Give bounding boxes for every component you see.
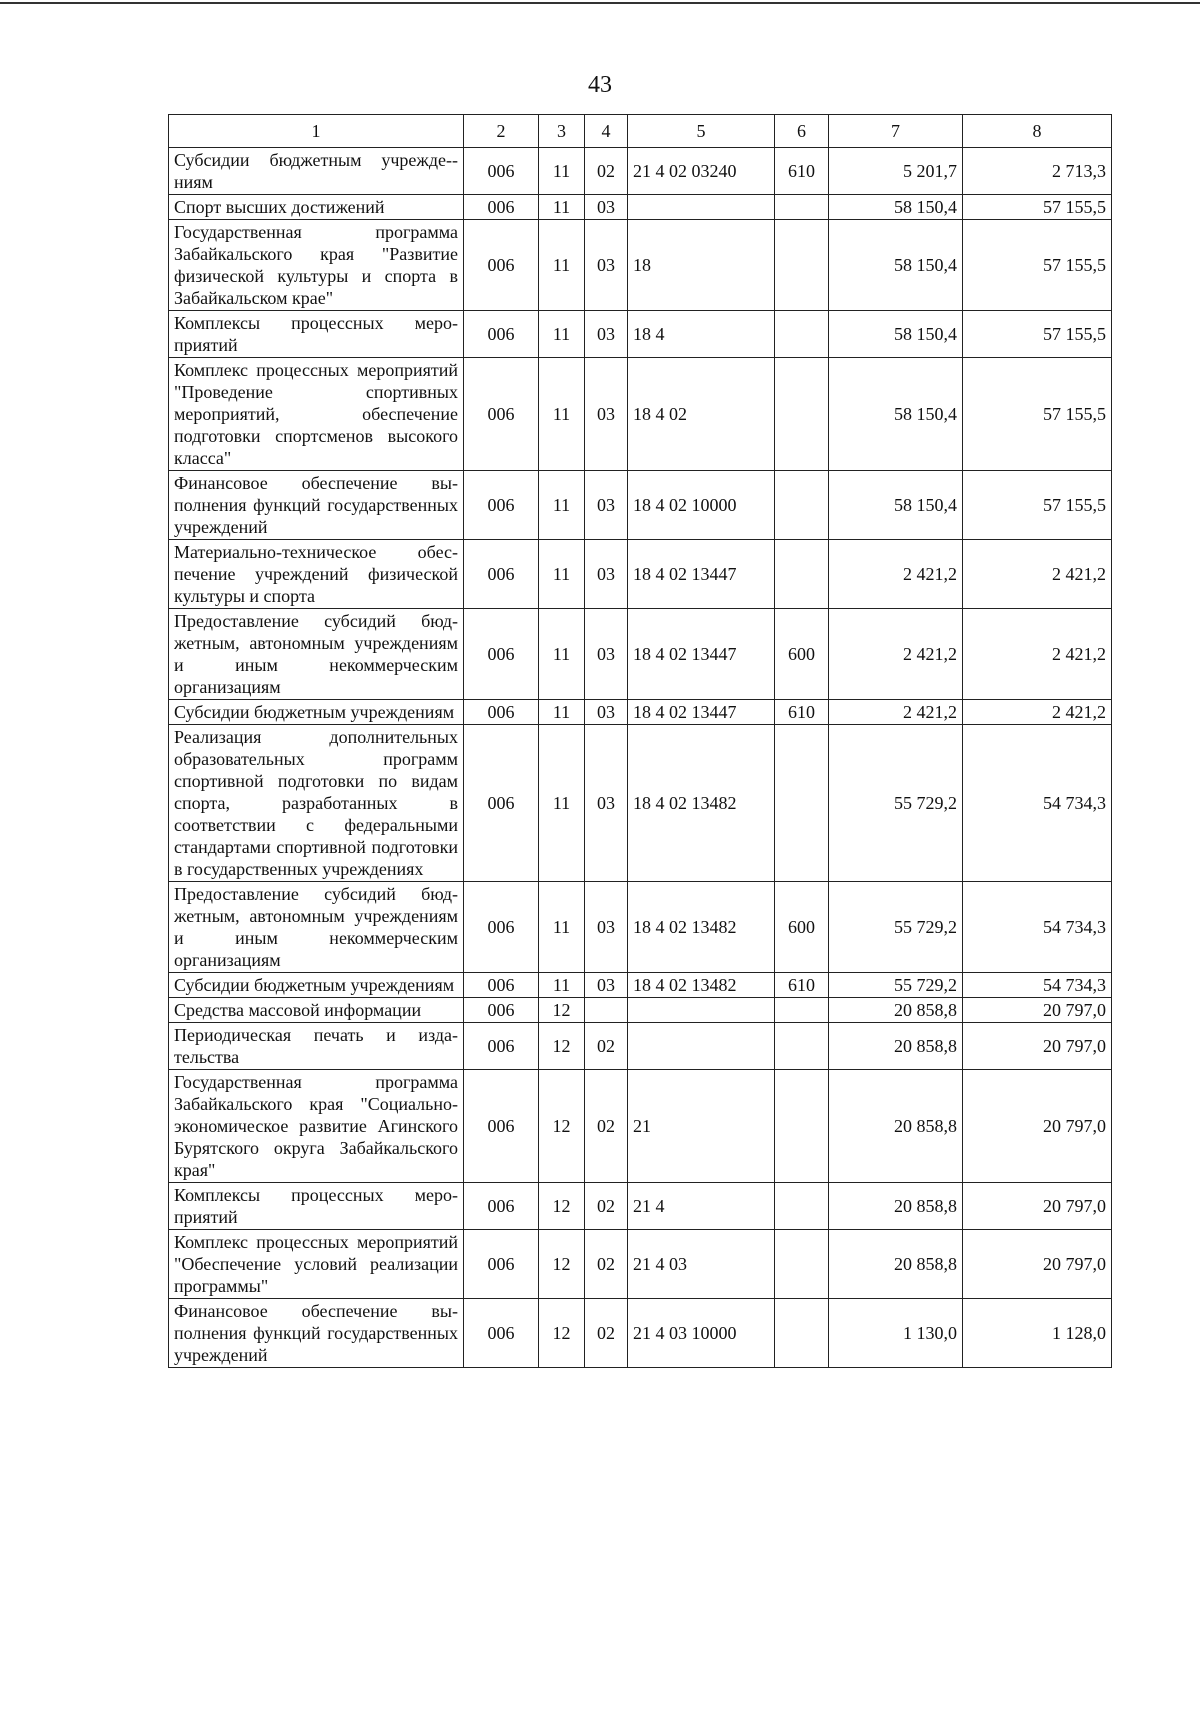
admin-code-cell: 006 bbox=[464, 998, 539, 1023]
subsection-cell: 03 bbox=[585, 358, 628, 471]
expense-type-cell: 610 bbox=[775, 700, 829, 725]
expense-type-cell bbox=[775, 725, 829, 882]
target-article-cell: 21 bbox=[628, 1070, 775, 1183]
admin-code-cell: 006 bbox=[464, 358, 539, 471]
item-name-cell: Средства массовой информации bbox=[169, 998, 464, 1023]
amount-col8-cell: 20 797,0 bbox=[963, 1070, 1112, 1183]
table-row bbox=[169, 1023, 1112, 1070]
item-name-cell: Предоставление субсидий бюджетным, автономным учреждениям и иным некоммерческим организациям bbox=[169, 882, 464, 973]
expense-type-cell bbox=[775, 220, 829, 311]
col-header: 6 bbox=[775, 115, 829, 148]
amount-col7-cell: 55 729,2 bbox=[829, 973, 963, 998]
amount-col8-cell: 57 155,5 bbox=[963, 195, 1112, 220]
subsection-cell: 03 bbox=[585, 700, 628, 725]
table-body bbox=[169, 148, 1112, 1368]
section-cell: 12 bbox=[539, 1230, 585, 1299]
item-name-cell: Финансовое обеспечение выполнения функций государственных учреждений bbox=[169, 471, 464, 540]
table-row bbox=[169, 1230, 1112, 1299]
expense-type-cell: 600 bbox=[775, 609, 829, 700]
table-row bbox=[169, 1299, 1112, 1368]
amount-col8-cell: 57 155,5 bbox=[963, 471, 1112, 540]
table-row bbox=[169, 195, 1112, 220]
target-article-cell: 21 4 03 10000 bbox=[628, 1299, 775, 1368]
admin-code-cell: 006 bbox=[464, 1070, 539, 1183]
subsection-cell: 02 bbox=[585, 1070, 628, 1183]
amount-col8-cell: 2 421,2 bbox=[963, 609, 1112, 700]
amount-col7-cell: 55 729,2 bbox=[829, 725, 963, 882]
section-cell: 11 bbox=[539, 609, 585, 700]
col-header: 8 bbox=[963, 115, 1112, 148]
subsection-cell: 02 bbox=[585, 148, 628, 195]
amount-col8-cell: 57 155,5 bbox=[963, 220, 1112, 311]
amount-col8-cell: 54 734,3 bbox=[963, 882, 1112, 973]
admin-code-cell: 006 bbox=[464, 1299, 539, 1368]
admin-code-cell: 006 bbox=[464, 609, 539, 700]
col-header: 2 bbox=[464, 115, 539, 148]
amount-col7-cell: 55 729,2 bbox=[829, 882, 963, 973]
scan-top-rule bbox=[0, 2, 1200, 4]
item-name-cell: Комплекс процессных мероприятий "Обеспечение условий реализации программы" bbox=[169, 1230, 464, 1299]
amount-col7-cell: 1 130,0 bbox=[829, 1299, 963, 1368]
col-header: 5 bbox=[628, 115, 775, 148]
admin-code-cell: 006 bbox=[464, 1023, 539, 1070]
table-row bbox=[169, 700, 1112, 725]
item-name-cell: Материально-техническое обеспечение учреждений физической культуры и спорта bbox=[169, 540, 464, 609]
target-article-cell: 18 4 02 13482 bbox=[628, 725, 775, 882]
amount-col7-cell: 2 421,2 bbox=[829, 609, 963, 700]
target-article-cell: 18 4 02 13447 bbox=[628, 700, 775, 725]
amount-col8-cell: 1 128,0 bbox=[963, 1299, 1112, 1368]
subsection-cell: 03 bbox=[585, 220, 628, 311]
admin-code-cell: 006 bbox=[464, 195, 539, 220]
amount-col8-cell: 20 797,0 bbox=[963, 1023, 1112, 1070]
item-name-cell: Субсидии бюджетным учреждениям bbox=[169, 973, 464, 998]
amount-col7-cell: 2 421,2 bbox=[829, 700, 963, 725]
admin-code-cell: 006 bbox=[464, 1183, 539, 1230]
section-cell: 12 bbox=[539, 1023, 585, 1070]
table-row bbox=[169, 220, 1112, 311]
col-header: 4 bbox=[585, 115, 628, 148]
table-row bbox=[169, 1070, 1112, 1183]
section-cell: 12 bbox=[539, 1183, 585, 1230]
target-article-cell: 21 4 03 bbox=[628, 1230, 775, 1299]
item-name-cell: Финансовое обеспечение выполнения функций государственных учреждений bbox=[169, 1299, 464, 1368]
item-name-cell: Периодическая печать и издательства bbox=[169, 1023, 464, 1070]
section-cell: 11 bbox=[539, 311, 585, 358]
subsection-cell bbox=[585, 998, 628, 1023]
expense-type-cell bbox=[775, 1023, 829, 1070]
target-article-cell: 21 4 02 03240 bbox=[628, 148, 775, 195]
subsection-cell: 03 bbox=[585, 540, 628, 609]
section-cell: 11 bbox=[539, 148, 585, 195]
target-article-cell: 21 4 bbox=[628, 1183, 775, 1230]
amount-col7-cell: 20 858,8 bbox=[829, 1183, 963, 1230]
amount-col8-cell: 2 713,3 bbox=[963, 148, 1112, 195]
table-row bbox=[169, 148, 1112, 195]
item-name-cell: Субсидии бюджетным учрежде-ниям bbox=[169, 148, 464, 195]
admin-code-cell: 006 bbox=[464, 700, 539, 725]
target-article-cell: 18 4 02 13447 bbox=[628, 609, 775, 700]
amount-col7-cell: 58 150,4 bbox=[829, 311, 963, 358]
target-article-cell: 18 bbox=[628, 220, 775, 311]
subsection-cell: 03 bbox=[585, 725, 628, 882]
expense-type-cell bbox=[775, 195, 829, 220]
target-article-cell: 18 4 02 10000 bbox=[628, 471, 775, 540]
expense-type-cell bbox=[775, 1299, 829, 1368]
section-cell: 12 bbox=[539, 1070, 585, 1183]
section-cell: 11 bbox=[539, 882, 585, 973]
table-row bbox=[169, 973, 1112, 998]
item-name-cell: Комплекс процессных мероприятий "Проведение спортивных мероприятий, обеспечение подготовки спортсменов высокого класса" bbox=[169, 358, 464, 471]
item-name-cell: Государственная программа Забайкальского края "Развитие физической культуры и спорта в Забайкальском крае" bbox=[169, 220, 464, 311]
subsection-cell: 03 bbox=[585, 973, 628, 998]
item-name-cell: Спорт высших достижений bbox=[169, 195, 464, 220]
subsection-cell: 03 bbox=[585, 609, 628, 700]
section-cell: 11 bbox=[539, 220, 585, 311]
amount-col7-cell: 20 858,8 bbox=[829, 1070, 963, 1183]
item-name-cell: Государственная программа Забайкальского края "Социально-экономическое развитие Агинского Бурятского округа Забайкальского края" bbox=[169, 1070, 464, 1183]
expense-type-cell bbox=[775, 998, 829, 1023]
subsection-cell: 02 bbox=[585, 1183, 628, 1230]
amount-col7-cell: 20 858,8 bbox=[829, 1023, 963, 1070]
expense-type-cell: 610 bbox=[775, 148, 829, 195]
item-name-cell: Комплексы процессных мероприятий bbox=[169, 311, 464, 358]
table-row bbox=[169, 358, 1112, 471]
subsection-cell: 03 bbox=[585, 195, 628, 220]
target-article-cell: 18 4 02 13447 bbox=[628, 540, 775, 609]
amount-col8-cell: 20 797,0 bbox=[963, 1183, 1112, 1230]
expense-type-cell bbox=[775, 311, 829, 358]
expense-type-cell bbox=[775, 1230, 829, 1299]
admin-code-cell: 006 bbox=[464, 1230, 539, 1299]
table-row bbox=[169, 471, 1112, 540]
amount-col7-cell: 5 201,7 bbox=[829, 148, 963, 195]
target-article-cell: 18 4 02 bbox=[628, 358, 775, 471]
section-cell: 12 bbox=[539, 1299, 585, 1368]
section-cell: 11 bbox=[539, 700, 585, 725]
col-header: 3 bbox=[539, 115, 585, 148]
amount-col8-cell: 54 734,3 bbox=[963, 973, 1112, 998]
section-cell: 11 bbox=[539, 725, 585, 882]
table-row bbox=[169, 311, 1112, 358]
amount-col7-cell: 58 150,4 bbox=[829, 195, 963, 220]
subsection-cell: 03 bbox=[585, 471, 628, 540]
admin-code-cell: 006 bbox=[464, 882, 539, 973]
section-cell: 12 bbox=[539, 998, 585, 1023]
item-name-cell: Комплексы процессных мероприятий bbox=[169, 1183, 464, 1230]
amount-col7-cell: 58 150,4 bbox=[829, 471, 963, 540]
target-article-cell bbox=[628, 1023, 775, 1070]
amount-col7-cell: 20 858,8 bbox=[829, 998, 963, 1023]
table-row bbox=[169, 998, 1112, 1023]
amount-col8-cell: 57 155,5 bbox=[963, 358, 1112, 471]
item-name-cell: Реализация дополнительных образовательных программ спортивной подготовки по видам спорта, разработанных в соответствии с федеральными стандартами спортивной подготовки в государственных учреждениях bbox=[169, 725, 464, 882]
target-article-cell: 18 4 02 13482 bbox=[628, 973, 775, 998]
admin-code-cell: 006 bbox=[464, 220, 539, 311]
expense-type-cell: 600 bbox=[775, 882, 829, 973]
table-row bbox=[169, 609, 1112, 700]
section-cell: 11 bbox=[539, 358, 585, 471]
amount-col7-cell: 58 150,4 bbox=[829, 220, 963, 311]
section-cell: 11 bbox=[539, 973, 585, 998]
amount-col7-cell: 58 150,4 bbox=[829, 358, 963, 471]
item-name-cell: Субсидии бюджетным учреждениям bbox=[169, 700, 464, 725]
table-row bbox=[169, 882, 1112, 973]
expense-type-cell bbox=[775, 358, 829, 471]
amount-col8-cell: 2 421,2 bbox=[963, 540, 1112, 609]
expense-type-cell bbox=[775, 471, 829, 540]
subsection-cell: 02 bbox=[585, 1299, 628, 1368]
section-cell: 11 bbox=[539, 195, 585, 220]
subsection-cell: 02 bbox=[585, 1230, 628, 1299]
amount-col8-cell: 54 734,3 bbox=[963, 725, 1112, 882]
expense-type-cell bbox=[775, 1183, 829, 1230]
amount-col7-cell: 2 421,2 bbox=[829, 540, 963, 609]
target-article-cell: 18 4 bbox=[628, 311, 775, 358]
admin-code-cell: 006 bbox=[464, 973, 539, 998]
expense-type-cell bbox=[775, 540, 829, 609]
subsection-cell: 03 bbox=[585, 311, 628, 358]
amount-col8-cell: 57 155,5 bbox=[963, 311, 1112, 358]
table-row bbox=[169, 540, 1112, 609]
section-cell: 11 bbox=[539, 540, 585, 609]
section-cell: 11 bbox=[539, 471, 585, 540]
item-name-cell: Предоставление субсидий бюджетным, автономным учреждениям и иным некоммерческим организациям bbox=[169, 609, 464, 700]
amount-col8-cell: 2 421,2 bbox=[963, 700, 1112, 725]
budget-table bbox=[168, 114, 1112, 1368]
subsection-cell: 03 bbox=[585, 882, 628, 973]
col-header: 1 bbox=[169, 115, 464, 148]
amount-col7-cell: 20 858,8 bbox=[829, 1230, 963, 1299]
target-article-cell bbox=[628, 195, 775, 220]
target-article-cell bbox=[628, 998, 775, 1023]
admin-code-cell: 006 bbox=[464, 540, 539, 609]
amount-col8-cell: 20 797,0 bbox=[963, 1230, 1112, 1299]
subsection-cell: 02 bbox=[585, 1023, 628, 1070]
admin-code-cell: 006 bbox=[464, 725, 539, 882]
table-row bbox=[169, 1183, 1112, 1230]
page-number: 43 bbox=[588, 72, 612, 98]
admin-code-cell: 006 bbox=[464, 148, 539, 195]
target-article-cell: 18 4 02 13482 bbox=[628, 882, 775, 973]
header-row bbox=[169, 115, 1112, 148]
admin-code-cell: 006 bbox=[464, 471, 539, 540]
amount-col8-cell: 20 797,0 bbox=[963, 998, 1112, 1023]
table-row bbox=[169, 725, 1112, 882]
col-header: 7 bbox=[829, 115, 963, 148]
expense-type-cell: 610 bbox=[775, 973, 829, 998]
expense-type-cell bbox=[775, 1070, 829, 1183]
admin-code-cell: 006 bbox=[464, 311, 539, 358]
